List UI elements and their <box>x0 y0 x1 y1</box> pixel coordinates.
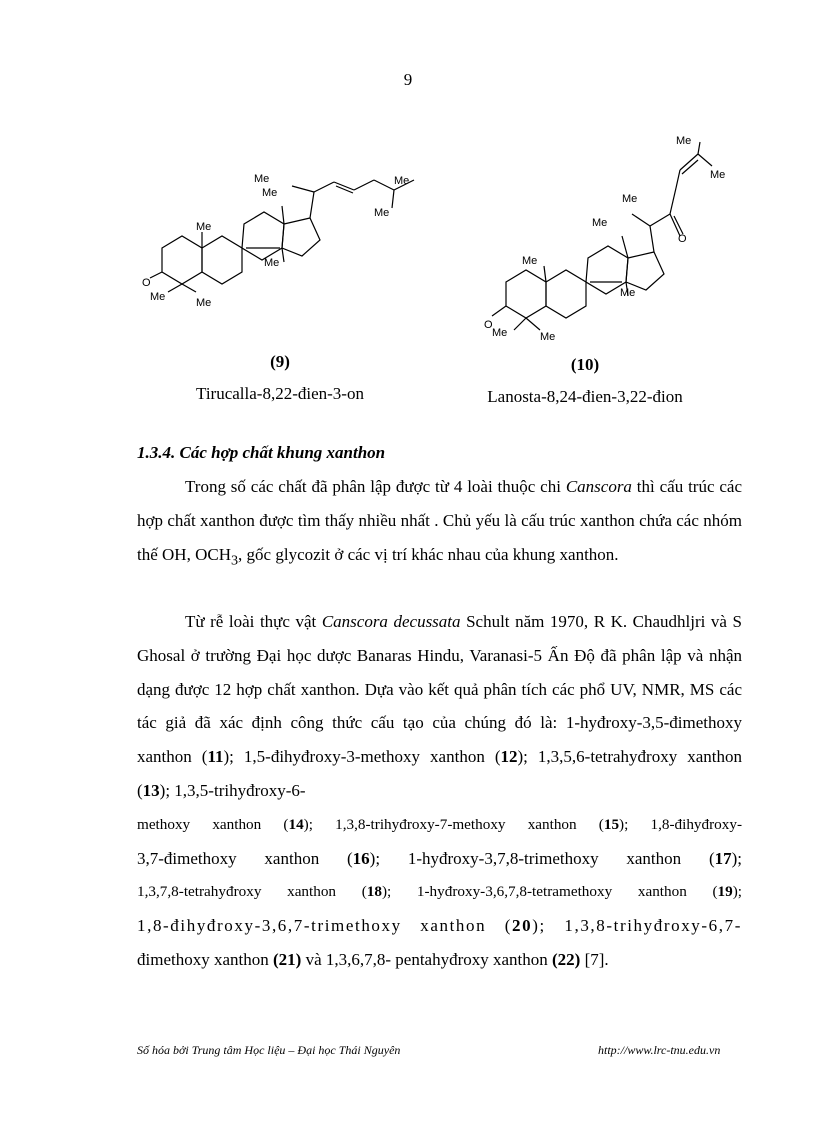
svg-text:Me: Me <box>262 187 278 199</box>
footer-source: Số hóa bởi Trung tâm Học liệu – Đại học Thái Nguyên <box>137 1043 401 1057</box>
svg-text:O: O <box>142 277 151 289</box>
structure-9-name: Tirucalla-8,22-đien-3-on <box>196 384 364 403</box>
svg-text:Me: Me <box>196 297 212 309</box>
svg-text:Me: Me <box>374 207 390 219</box>
structure-10-name: Lanosta-8,24-đien-3,22-đion <box>487 387 683 406</box>
svg-text:Me: Me <box>264 257 280 269</box>
svg-text:O: O <box>678 233 687 245</box>
svg-text:O: O <box>484 319 493 331</box>
svg-text:Me: Me <box>196 221 212 233</box>
paragraph-2: Từ rễ loài thực vật Canscora decussata Schult năm 1970, R K. Chaudhljri và S Ghosal ở trường Đại học dược Banaras Hindu, Varanasi-5 Ấn Độ đã phân lập và nhận dạng được 12 hợp chất xanthon. Dựa vào kết quả phân tích các phổ UV, NMR, MS các tác giả đã xác định công thức cấu tạo của chúng đó là: 1-hyđroxy-3,5-đimethoxy xanthon (11); 1,5-đihyđroxy-3-methoxy xanthon (12); 1,3,5,6-tetrahyđroxy xanthon (13); 1,3,5-trihyđroxy-6- methoxy xanthon (14); 1,3,8-trihyđroxy-7-methoxy xanthon (15); 1,8-đihyđroxy- 3,7-đimethoxy xanthon (16); 1-hyđroxy-3,7,8-trimethoxy xanthon (17); 1,3,7,8-tetrahyđroxy xanthon (18); 1-hyđroxy-3,6,7,8-tetramethoxy xanthon (19); 1,8-đihyđroxy-3,6,7-trimethoxy xanthon (20); 1,3,8-trihyđroxy-6,7- đimethoxy xanthon (21) và 1,3,6,7,8- pentahyđroxy xanthon (22) [7]. <box>137 612 743 969</box>
structure-9-number: (9) <box>270 352 290 371</box>
svg-text:Me: Me <box>492 327 508 339</box>
svg-text:Me: Me <box>254 173 270 185</box>
structure-10-number: (10) <box>570 355 600 374</box>
svg-text:Me: Me <box>522 255 538 267</box>
paragraph-1: Trong số các chất đã phân lập được từ 4 loài thuộc chi Canscora thì cấu trúc các hợp chất xanthon được tìm thấy nhiều nhất . Chủ yếu là cấu trúc xanthon chứa các nhóm thế OH, $OCH_3$, gốc glycozit ở các vị trí khác nhau của khung xanthon. <box>137 477 742 568</box>
structure-10-drawing <box>470 130 740 350</box>
structure-9-drawing <box>130 160 430 310</box>
svg-text:Me: Me <box>150 291 166 303</box>
svg-text:Me: Me <box>622 193 638 205</box>
section-heading: 1.3.4. Các hợp chất khung xanthon <box>137 443 386 462</box>
svg-text:Me: Me <box>592 217 608 229</box>
svg-text:Me: Me <box>676 135 692 147</box>
svg-text:Me: Me <box>710 169 726 181</box>
svg-text:Me: Me <box>540 331 556 343</box>
svg-text:Me: Me <box>620 287 636 299</box>
footer-url[interactable]: http://www.lrc-tnu.edu.vn <box>598 1043 721 1057</box>
svg-text:Me: Me <box>394 175 410 187</box>
page-number: 9 <box>403 70 413 89</box>
